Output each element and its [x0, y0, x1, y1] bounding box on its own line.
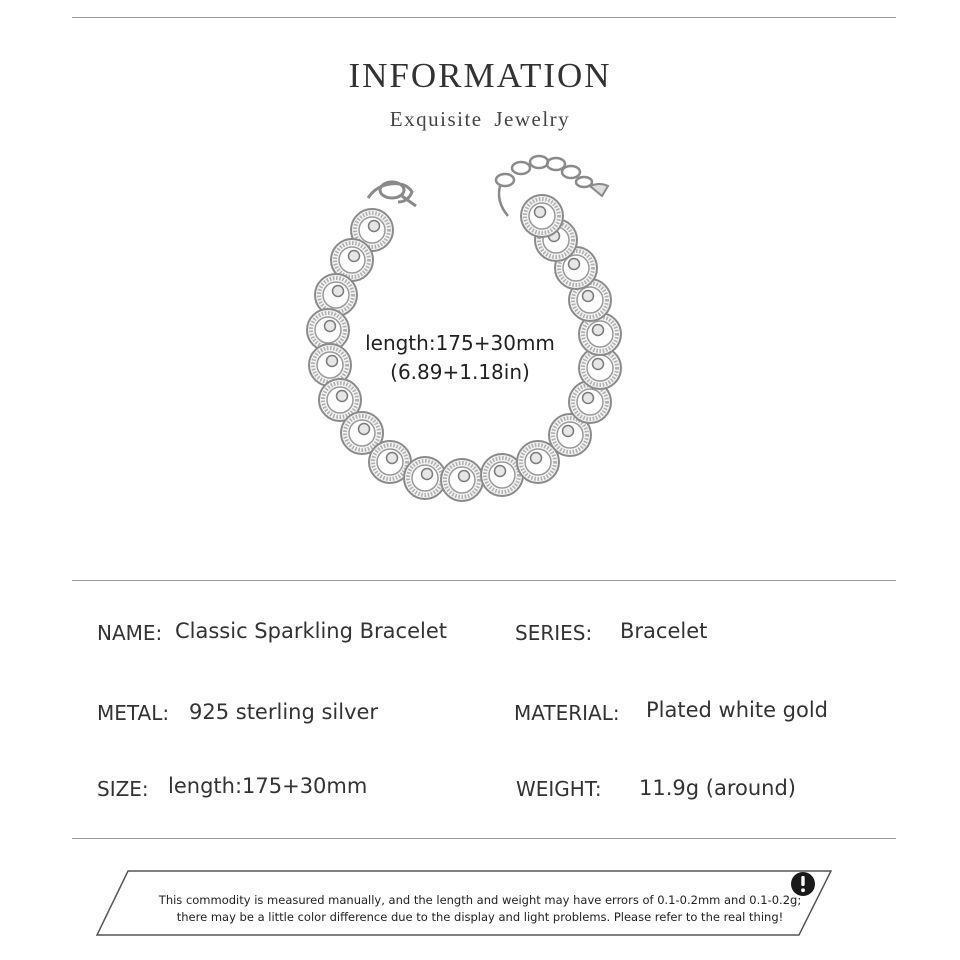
bottom-divider: [72, 838, 896, 839]
notice-line-2: there may be a little color difference due to the display and light problems. Please refer to the real thing!: [176, 910, 784, 924]
material-value: Plated white gold: [646, 698, 829, 722]
page-title: INFORMATION: [348, 56, 612, 95]
notice-line-1: This commodity is measured manually, and the length and weight may have errors of 0.1-0.2mm and 0.1-0.2g;: [158, 893, 802, 907]
name-label: NAME:: [97, 621, 163, 645]
weight-label: WEIGHT:: [516, 777, 602, 801]
top-divider: [72, 17, 896, 18]
page-subtitle: Exquisite Jewelry: [389, 107, 571, 131]
exclamation-icon: [790, 871, 816, 897]
metal-value: 925 sterling silver: [189, 700, 379, 724]
bracelet-link: [404, 457, 446, 499]
name-value: Classic Sparkling Bracelet: [175, 619, 447, 643]
weight-value: 11.9g (around): [639, 776, 796, 800]
bracelet-link: [441, 459, 483, 501]
metal-label: METAL:: [97, 701, 170, 725]
bracelet-link: [521, 195, 563, 237]
size-value: length:175+30mm: [168, 774, 368, 798]
size-label: SIZE:: [97, 777, 149, 801]
length-inches-label: (6.89+1.18in): [390, 360, 530, 384]
material-label: MATERIAL:: [514, 701, 620, 725]
length-mm-label: length:175+30mm: [365, 331, 555, 355]
bracelet-clasp: [368, 182, 416, 206]
series-label: SERIES:: [515, 621, 593, 645]
series-value: Bracelet: [620, 619, 708, 643]
middle-divider: [72, 580, 896, 581]
